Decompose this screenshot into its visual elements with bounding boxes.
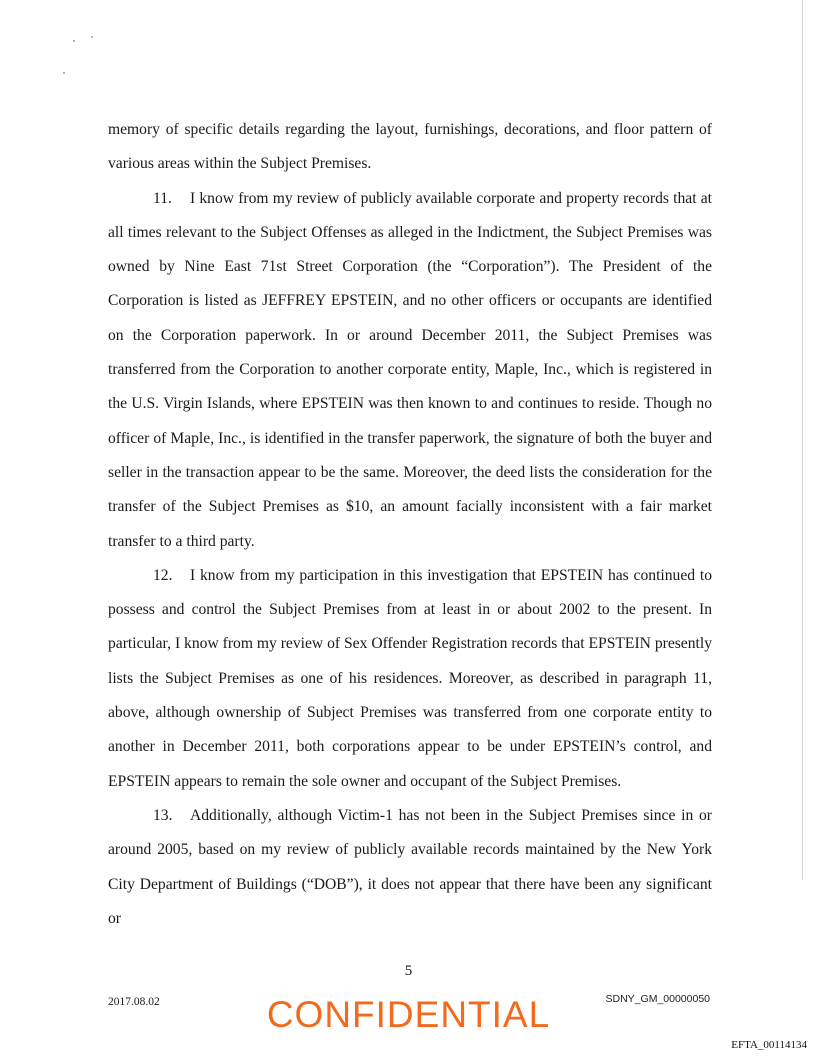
paragraph-text: I know from my participation in this investigation that EPSTEIN has continued to possess and control the Subject Premises from at least in or about 2002 to the present. In particular, I know from my review of Sex Offender Registration records that EPSTEIN presently lists the Subject Premises as one of his residences. Moreover, as described in paragraph 11, above, although ownership of Subject Premises was transferred from one corporate entity to another in December 2011, both corporations appear to be under EPSTEIN’s control, and EPSTEIN appears to remain the sole owner and occupant of the Subject Premises. <box>108 566 712 790</box>
paragraph-number: 13. <box>153 806 173 824</box>
paragraph-text: Additionally, although Victim-1 has not been in the Subject Premises since in or around 2005, based on my review of publicly available records maintained by the New York City Department of Buildings (“DOB”), it does not appear that there have been any significant or <box>108 806 712 927</box>
paragraph-text: memory of specific details regarding the layout, furnishings, decorations, and floor pattern of various areas within the Subject Premises. <box>108 121 712 173</box>
bates-number: SDNY_GM_00000050 <box>605 993 710 1005</box>
scan-speck <box>73 40 75 42</box>
paragraph-number: 12. <box>153 566 173 584</box>
paragraph-number: 11. <box>153 189 172 207</box>
paragraph-13 <box>108 799 712 936</box>
paragraph-text: I know from my review of publicly available corporate and property records that at all times relevant to the Subject Offenses as alleged in the Indictment, the Subject Premises was owned by Nine East 71st Street Corporation (the “Corporation”). The President of the Corporation is listed as JEFFREY EPSTEIN, and no other officers or occupants are identified on the Corporation paperwork. In or around December 2011, the Subject Premises was transferred from the Corporation to another corporate entity, Maple, Inc., which is registered in the U.S. Virgin Islands, where EPSTEIN was then known to and continues to reside. Though no officer of Maple, Inc., is identified in the transfer paperwork, the signature of both the buyer and seller in the transaction appear to be the same. Moreover, the deed lists the consideration for the transfer of the Subject Premises as $10, an amount facially inconsistent with a fair market transfer to a third party. <box>108 189 712 550</box>
efta-number: EFTA_00114134 <box>731 1039 807 1051</box>
paragraph-12 <box>108 559 712 799</box>
scan-speck <box>63 72 65 74</box>
confidential-stamp: CONFIDENTIAL <box>266 994 551 1035</box>
page-number: 5 <box>404 963 413 979</box>
document-body <box>108 113 712 936</box>
version-date: 2017.08.02 <box>108 996 160 1008</box>
scan-edge-line <box>802 0 803 880</box>
paragraph-continuation <box>108 113 712 182</box>
scan-speck <box>91 36 93 38</box>
paragraph-11 <box>108 182 712 559</box>
